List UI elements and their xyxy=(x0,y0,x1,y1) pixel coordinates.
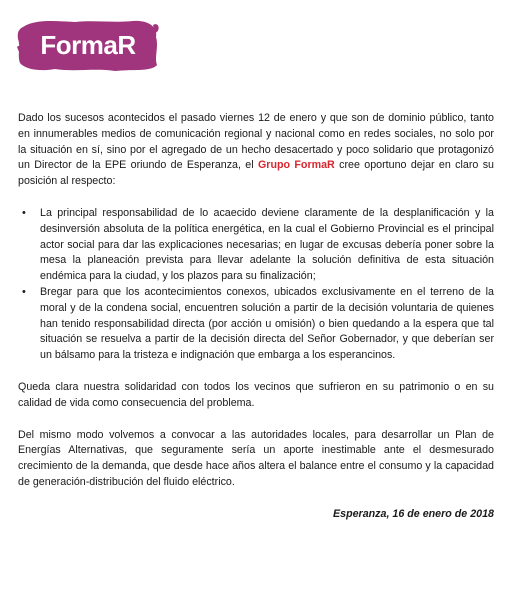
intro-text-after: cree oportuno dejar en claro su posición al respecto: xyxy=(18,159,494,188)
intro-text-before: Dado los sucesos acontecidos el pasado viernes 12 de enero y que son de dominio público, tanto en innumerables medios de comunicación regional y nacional como en redes sociales, no solo por la situación en sí, sino por el agregado de un hecho desacertado y poco solidario que protagonizó un Director de la EPE oriundo de Esperanza, el xyxy=(18,112,494,172)
logo-text: FormaR xyxy=(40,29,136,60)
list-item-text: Bregar para que los acontecimientos conexos, ubicados exclusivamente en el terreno de la moral y de la condena social, encuentren solución a partir de la decisión voluntaria de quienes han tenido responsabilidad directa (por acción u omisión) o bien quedando a la espera que tal situación se resuelva a partir de la decisión directa del Señor Gobernador, y que deberían ser un bálsamo para la tristeza e indignación que embarga a los esperancinos. xyxy=(40,285,494,362)
solidarity-paragraph: Queda clara nuestra solidaridad con todos los vecinos que sufrieron en su patrimonio o en su calidad de vida como consecuencia del problema. xyxy=(18,380,494,409)
bullet-icon: • xyxy=(22,285,26,298)
statement-body xyxy=(18,111,494,539)
list-item xyxy=(18,285,494,364)
energy-plan-paragraph: Del mismo modo volvemos a convocar a las autoridades locales, para desarrollar un Plan de Energías Alternativas, que seguramente sería un aporte inestimable ante el desmesurado crecimiento de la demanda, que desde hace años altera el balance entre el consumo y la capacidad de generación-distribución del fluido eléctrico. xyxy=(18,428,494,488)
intro-paragraph xyxy=(18,111,494,190)
position-list xyxy=(18,206,494,364)
brand-name: Grupo FormaR xyxy=(257,159,335,172)
signature-date: Esperanza, 16 de enero de 2018 xyxy=(333,507,494,520)
list-item xyxy=(18,206,494,285)
formar-logo xyxy=(15,17,161,73)
bullet-icon: • xyxy=(22,206,26,219)
list-item-text: La principal responsabilidad de lo acaecido deviene claramente de la desplanificación y la desinversión absoluta de la política energética, en la cual el Gobierno Provincial es el principal actor social para dar las explicaciones necesarias; en lugar de excusas debería poner sobre la mesa la planeación prevista para llevar adelante la solución definitiva de esta situación endémica para la ciudad, y los plazos para su finalización; xyxy=(40,206,494,283)
